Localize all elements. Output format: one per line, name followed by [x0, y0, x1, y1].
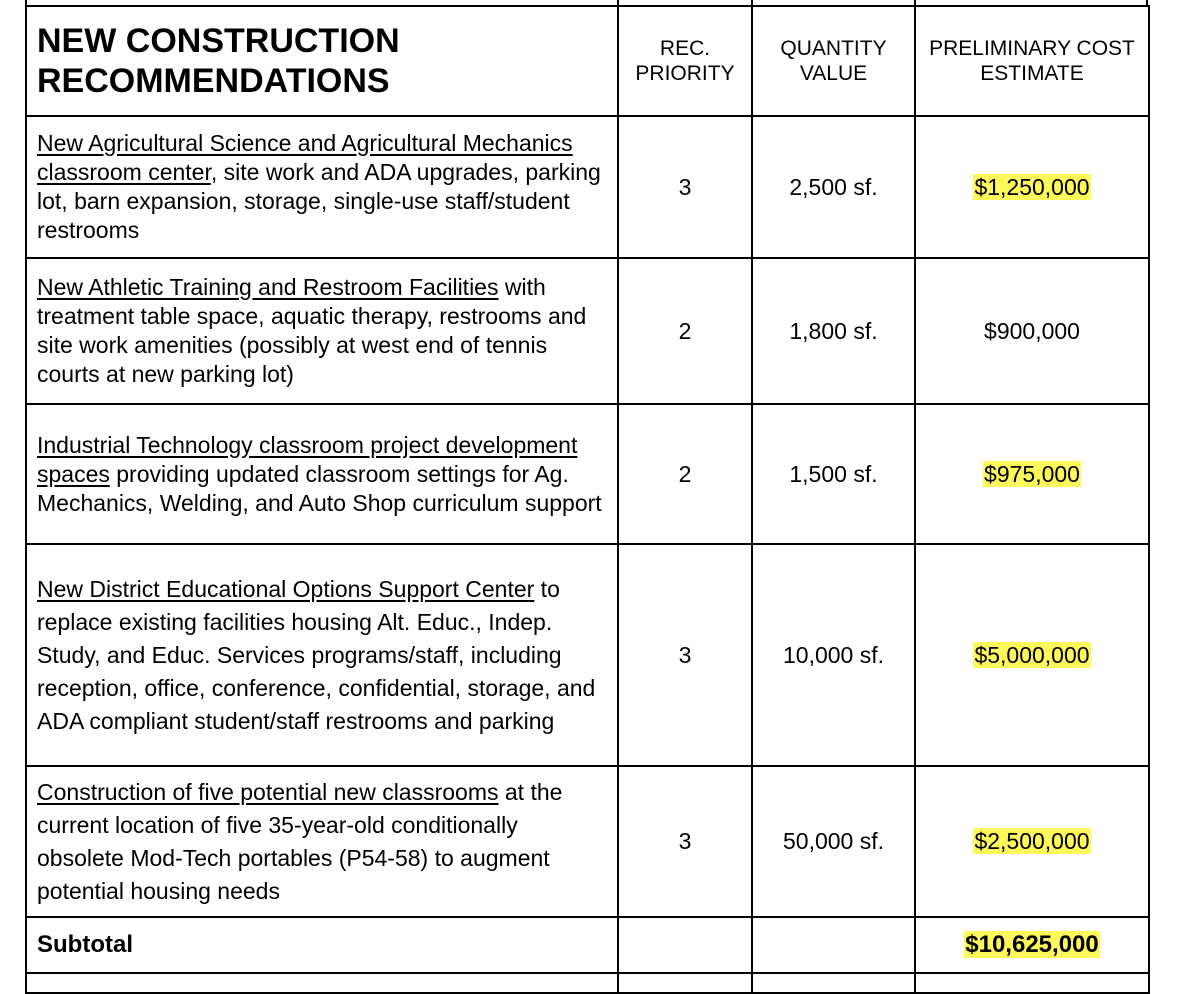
row-description	[26, 766, 618, 917]
row-quantity: 10,000 sf.	[752, 544, 915, 766]
row-description-text: to replace existing facilities housing Alt. Educ., Indep. Study, and Educ. Services programs/staff, including reception, office, conference, confidential, storage, and ADA compliant student/staff restrooms and parking	[37, 575, 596, 734]
col-header-priority: REC. PRIORITY	[618, 6, 752, 116]
row-priority: 3	[618, 766, 752, 917]
row-priority: 2	[618, 404, 752, 544]
row-priority: 3	[618, 544, 752, 766]
row-cost-cell	[915, 258, 1149, 404]
row-quantity: 2,500 sf.	[752, 116, 915, 258]
row-description	[26, 116, 618, 258]
col-header-quantity: QUANTITY VALUE	[752, 6, 915, 116]
row-cost-cell	[915, 766, 1149, 917]
row-quantity: 1,800 sf.	[752, 258, 915, 404]
empty-cell	[915, 973, 1149, 993]
row-cost-cell	[915, 404, 1149, 544]
empty-cell	[752, 917, 915, 973]
row-description-text: with treatment table space, aquatic therapy, restrooms and site work amenities (possibly at west end of tennis courts at new parking lot)	[37, 274, 587, 387]
empty-cell	[26, 973, 618, 993]
row-cost: $1,250,000	[974, 173, 1090, 200]
project-link[interactable]: Industrial Technology classroom project development spaces	[37, 431, 578, 487]
subtotal-value-cell	[915, 917, 1149, 973]
row-description	[26, 404, 618, 544]
row-description-text: at the current location of five 35-year-old conditionally obsolete Mod-Tech portables (P54-58) to augment potential housing needs	[37, 778, 563, 904]
row-description	[26, 258, 618, 404]
row-description-text: , site work and ADA upgrades, parking lot, barn expansion, storage, single-use staff/student restrooms	[37, 159, 601, 243]
row-quantity: 50,000 sf.	[752, 766, 915, 917]
table-row	[26, 766, 1149, 917]
row-description-text: providing updated classroom settings for Ag. Mechanics, Welding, and Auto Shop curriculum support	[37, 460, 602, 516]
row-cost: $900,000	[984, 317, 1080, 344]
table-row	[26, 258, 1149, 404]
project-link[interactable]: New District Educational Options Support Center	[37, 575, 535, 602]
row-cost-cell	[915, 544, 1149, 766]
table-row	[26, 404, 1149, 544]
row-cost-cell	[915, 116, 1149, 258]
col-header-cost: PRELIMINARY COST ESTIMATE	[915, 6, 1149, 116]
project-link[interactable]: New Agricultural Science and Agricultural Mechanics classroom center	[37, 130, 573, 185]
table-row	[26, 116, 1149, 258]
row-priority: 3	[618, 116, 752, 258]
row-cost: $2,500,000	[974, 828, 1090, 854]
row-cost: $975,000	[984, 460, 1080, 487]
project-link[interactable]: Construction of five potential new classrooms	[37, 778, 499, 805]
recommendations-table	[25, 5, 1150, 994]
table-row	[26, 544, 1149, 766]
project-link[interactable]: New Athletic Training and Restroom Facilities	[37, 274, 499, 300]
row-cost: $5,000,000	[974, 641, 1090, 668]
subtotal-row	[26, 917, 1149, 973]
row-priority: 2	[618, 258, 752, 404]
table-header-row	[26, 6, 1149, 116]
table-row-partial	[26, 973, 1149, 993]
row-description	[26, 544, 618, 766]
table-title: NEW CONSTRUCTION RECOMMENDATIONS	[26, 6, 618, 116]
empty-cell	[618, 973, 752, 993]
row-quantity: 1,500 sf.	[752, 404, 915, 544]
subtotal-label: Subtotal	[26, 917, 618, 973]
empty-cell	[618, 917, 752, 973]
subtotal-value: $10,625,000	[965, 931, 1099, 958]
empty-cell	[752, 973, 915, 993]
